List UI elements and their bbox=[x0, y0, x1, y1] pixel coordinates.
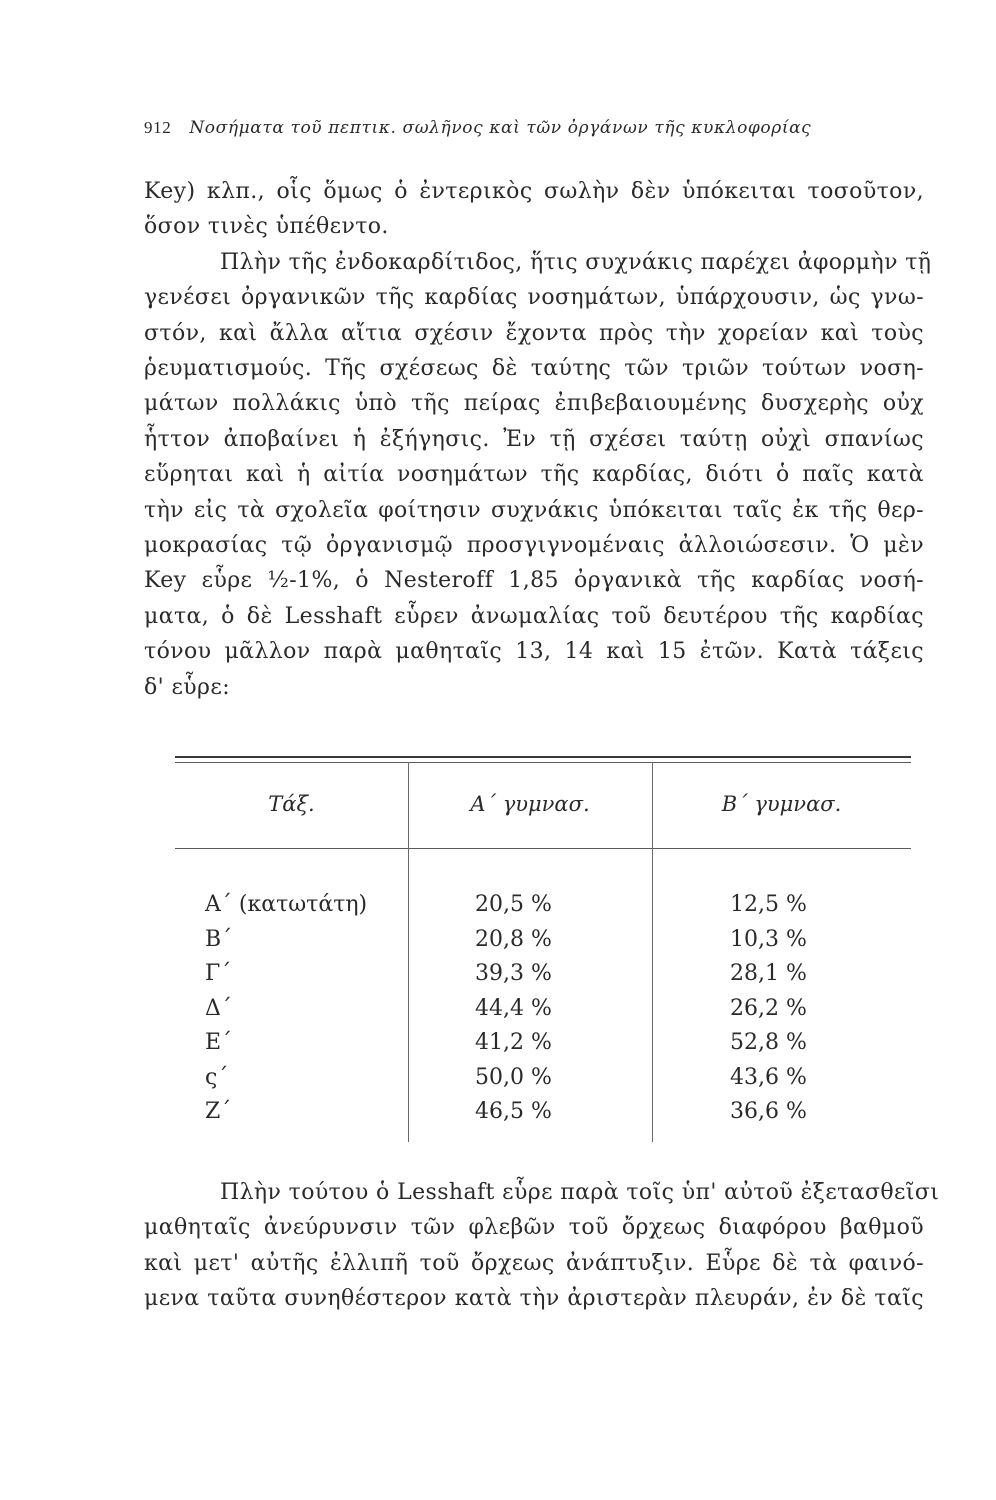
header-class: Τάξ. bbox=[268, 792, 315, 816]
text-line: ματα, ὁ δὲ Lesshaft εὗρεν ἀνωμαλίας τοῦ δευτέρου τῆς καρδίας bbox=[144, 603, 924, 629]
text-line: εὕρηται καὶ ἡ αἰτία νοσημάτων τῆς καρδίας, διότι ὁ παῖς κατὰ bbox=[144, 462, 924, 488]
text-line: Key εὗρε ½-1%, ὁ Nesteroff 1,85 ὀργανικὰ τῆς καρδίας νοσή- bbox=[144, 568, 924, 594]
value-a-cell: 41,2 % bbox=[475, 1030, 552, 1055]
running-title: Νοσήματα τοῦ πεπτικ. σωλῆνος καὶ τῶν ὀργάνων τῆς κυκλοφορίας bbox=[189, 118, 812, 138]
value-b-cell: 52,8 % bbox=[730, 1030, 807, 1055]
text-line: δ' εὗρε: bbox=[144, 674, 231, 700]
table-row bbox=[175, 996, 911, 1031]
value-b-cell: 10,3 % bbox=[730, 926, 807, 952]
text-line: μοκρασίας τῷ ὀργανισμῷ προσγιγνομέναις ἀλλοιώσεσιν. Ὁ μὲν bbox=[144, 533, 924, 559]
table-row bbox=[175, 892, 911, 927]
class-cell: ς΄ bbox=[205, 1064, 229, 1090]
class-cell: Δ΄ bbox=[205, 995, 232, 1021]
value-b-cell: 43,6 % bbox=[730, 1064, 807, 1090]
table-row bbox=[175, 1065, 911, 1100]
table-row bbox=[175, 1030, 911, 1065]
statistics-table bbox=[175, 748, 911, 1145]
paragraph-before-table bbox=[144, 174, 932, 705]
text-line: στόν, καὶ ἄλλα αἴτια σχέσιν ἔχοντα πρὸς τὴν χορείαν καὶ τοὺς bbox=[144, 320, 924, 346]
text-line: γενέσει ὀργανικῶν τῆς καρδίας νοσημάτων, ὑπάρχουσιν, ὡς γνω- bbox=[144, 285, 924, 311]
text-line: Key) κλπ., οἷς ὅμως ὁ ἐντερικὸς σωλὴν δὲν ὑπόκειται τοσοῦτον, bbox=[144, 179, 924, 204]
text-line: ῥευματισμούς. Τῆς σχέσεως δὲ ταύτης τῶν τριῶν τούτων νοση- bbox=[144, 356, 924, 382]
value-a-cell: 20,5 % bbox=[475, 892, 552, 917]
table-row bbox=[175, 1099, 911, 1134]
class-cell: Ε΄ bbox=[205, 1030, 233, 1055]
text-line: ἧττον ἀποβαίνει ἡ ἐξήγησις. Ἐν τῇ σχέσει ταύτῃ οὐχὶ σπανίως bbox=[144, 426, 924, 452]
value-b-cell: 28,1 % bbox=[730, 961, 807, 986]
value-a-cell: 20,8 % bbox=[475, 926, 552, 952]
table-header-rule bbox=[175, 848, 911, 849]
text-line: μενα ταῦτα συνηθέστερον κατὰ τὴν ἀριστερὰν πλευράν, ἐν δὲ ταῖς bbox=[144, 1286, 924, 1312]
header-gymnasium-b: Β΄ γυμνασ. bbox=[721, 792, 842, 816]
table-row bbox=[175, 927, 911, 962]
header-gymnasium-a: Α΄ γυμνασ. bbox=[470, 792, 590, 816]
value-b-cell: 12,5 % bbox=[730, 892, 807, 917]
text-line: τόνου μᾶλλον παρὰ μαθηταῖς 13, 14 καὶ 15 ἐτῶν. Κατὰ τάξεις bbox=[144, 639, 924, 665]
table-row bbox=[175, 961, 911, 996]
table-body bbox=[175, 892, 911, 1134]
value-a-cell: 44,4 % bbox=[475, 995, 552, 1021]
page-number: 912 bbox=[144, 118, 172, 137]
class-cell: Γ΄ bbox=[205, 961, 232, 986]
paragraph-after-table bbox=[144, 1175, 940, 1317]
text-line: Πλὴν τούτου ὁ Lesshaft εὗρε παρὰ τοῖς ὑπ' αὐτοῦ ἐξετασθεῖσι bbox=[220, 1180, 940, 1205]
text-line: μάτων πολλάκις ὑπὸ τῆς πείρας ἐπιβεβαιουμένης δυσχερὴς οὐχ bbox=[144, 391, 924, 417]
class-cell: Α΄ (κατωτάτη) bbox=[205, 892, 368, 917]
value-b-cell: 36,6 % bbox=[730, 1099, 807, 1124]
value-a-cell: 50,0 % bbox=[475, 1064, 552, 1090]
text-line: ὅσον τινὲς ὑπέθεντο. bbox=[144, 214, 389, 240]
value-b-cell: 26,2 % bbox=[730, 995, 807, 1021]
class-cell: Β΄ bbox=[205, 926, 233, 952]
text-line: μαθηταῖς ἀνεύρυνσιν τῶν φλεβῶν τοῦ ὄρχεως διαφόρου βαθμοῦ bbox=[144, 1215, 924, 1241]
text-line: καὶ μετ' αὐτῆς ἐλλιπῆ τοῦ ὄρχεως ἀνάπτυξιν. Εὗρε δὲ τὰ φαινό- bbox=[144, 1250, 924, 1276]
page-header bbox=[144, 118, 924, 138]
text-line: τὴν εἰς τὰ σχολεῖα φοίτησιν συχνάκις ὑπόκειται ταῖς ἐκ τῆς θερ- bbox=[144, 497, 924, 523]
class-cell: Ζ΄ bbox=[205, 1099, 232, 1124]
value-a-cell: 46,5 % bbox=[475, 1099, 552, 1124]
text-line: Πλὴν τῆς ἐνδοκαρδίτιδος, ἥτις συχνάκις παρέχει ἀφορμὴν τῇ bbox=[220, 249, 932, 275]
value-a-cell: 39,3 % bbox=[475, 961, 552, 986]
table-top-rule bbox=[175, 756, 911, 758]
table-top-rule-thin bbox=[175, 762, 911, 763]
